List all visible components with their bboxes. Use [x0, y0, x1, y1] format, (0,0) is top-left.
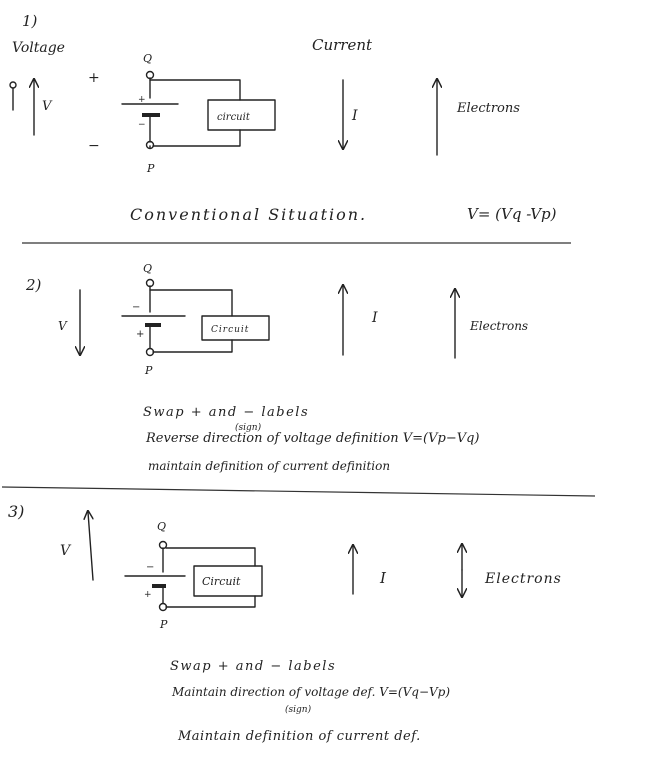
circuit-diagram-1 [122, 52, 275, 175]
current-symbol-2: I [372, 310, 378, 326]
current-symbol-3: I [380, 569, 386, 587]
battery-minus-2: − [132, 302, 141, 313]
wire-bottom-2 [153, 340, 232, 352]
note-swap-labels-3: Swap + and − labels [170, 659, 337, 674]
battery-short-plate [142, 113, 160, 117]
battery-short-plate-2 [145, 323, 161, 327]
electrons-label-2: Electrons [470, 319, 529, 333]
wire-top-2 [150, 290, 232, 316]
voltage-symbol: V [42, 99, 52, 114]
wire-top [150, 80, 240, 100]
circuit-diagram-3 [125, 520, 262, 631]
minus-sign-left: − [88, 138, 100, 154]
node-p-label-3: P [160, 618, 168, 631]
section-1-number: 1) [22, 12, 38, 30]
battery-minus: − [138, 120, 146, 130]
wire-bottom-3 [166, 596, 255, 607]
section-2-number: 2) [26, 276, 42, 294]
circuit-diagram-2 [122, 262, 269, 377]
note-maintain-current-3: Maintain definition of current def. [178, 729, 421, 744]
section-3 [8, 502, 562, 744]
voltage-symbol-2: V [58, 319, 67, 333]
note-swap-labels: Swap + and − labels [143, 405, 310, 420]
section-2 [25, 262, 528, 473]
voltage-probe-icon [10, 82, 16, 88]
note-reverse-direction: Reverse direction of voltage definition V=(Vp−Vq) [146, 431, 480, 446]
node-q-label-3: Q [157, 520, 167, 533]
electrons-label-3: Electrons [485, 571, 562, 587]
node-p-label-2: P [145, 364, 153, 377]
current-heading: Current [312, 36, 373, 54]
section-3-number: 3) [8, 502, 25, 521]
formula-1: V= (Vq -Vp) [467, 205, 557, 223]
node-p-label: P [147, 162, 155, 175]
electrons-label: Electrons [457, 101, 520, 116]
voltage-arrow-up-icon-3 [88, 512, 93, 580]
voltage-symbol-3: V [60, 543, 71, 559]
wire-bottom [150, 130, 240, 148]
conventional-caption: Conventional Situation. [130, 205, 368, 224]
note-sign-annotation-3: (sign) [285, 705, 312, 715]
note-sign-annotation: (sign) [235, 423, 262, 433]
note-maintain-current: maintain definition of current definition [148, 459, 391, 473]
battery-short-plate-3 [152, 584, 166, 588]
plus-sign-left: + [88, 70, 100, 86]
battery-plus: + [138, 95, 146, 105]
node-q-label: Q [143, 52, 153, 65]
divider-2 [2, 487, 595, 496]
section-1 [10, 12, 557, 224]
circuit-box-label: circuit [217, 112, 250, 123]
circuit-box-label-2: Circuit [211, 325, 250, 335]
node-q-label-2: Q [143, 262, 153, 275]
current-symbol: I [352, 108, 358, 124]
note-maintain-direction: Maintain direction of voltage def. V=(Vq−Vp) [172, 685, 451, 699]
battery-plus-3: + [144, 590, 152, 600]
wire-top-3 [166, 548, 255, 566]
circuit-box-label-3: Circuit [202, 575, 241, 588]
battery-minus-3: − [146, 562, 155, 573]
voltage-heading: Voltage [12, 40, 65, 56]
battery-plus-2: + [136, 329, 145, 340]
